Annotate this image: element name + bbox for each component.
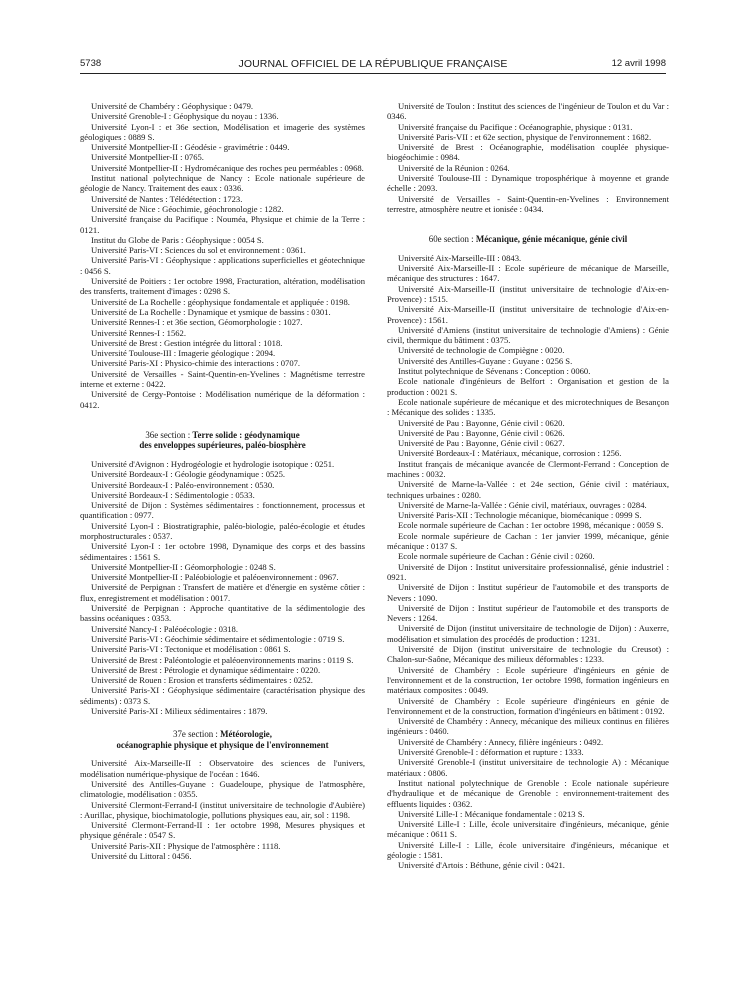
list-entry: Université Montpellier-II : Hydromécanique des roches peu perméables : 0968.	[91, 162, 364, 173]
list-entry: Université de Pau : Bayonne, Génie civil : 0627.	[398, 438, 565, 449]
issue-date: 12 avril 1998	[611, 58, 666, 69]
list-entry: Université Toulouse-III : Dynamique troposphérique à moyenne et grande échelle : 2093.	[387, 173, 669, 194]
list-entry: Université Bordeaux-I : Paléo-environnement : 0530.	[91, 479, 275, 490]
list-entry: Université Clermont-Ferrand-II : 1er octobre 1998, Mesures physiques et physique générale : 0547 S.	[80, 820, 365, 841]
list-entry: Université de Perpignan : Approche quantitative de la sédimentologie des bassins océaniques : 0353.	[80, 603, 365, 624]
section-title: Terre solide : géodynamique	[192, 429, 300, 440]
list-entry: Ecole normale supérieure de Cachan : 1er janvier 1999, mécanique, génie mécanique : 0137 S.	[387, 530, 669, 552]
section-title: Mécanique, génie mécanique, génie civil	[475, 234, 628, 245]
section-heading-60	[387, 234, 669, 245]
list-entry: Université française du Pacifique : Océanographie, physique : 0131.	[398, 121, 633, 132]
list-entry: Université Paris-VI : Sciences du sol et environnement : 0361.	[91, 245, 306, 256]
list-entry: Université d'Amiens (institut universitaire de technologie d'Amiens) : Génie civil, thermique du bâtiment : 0375.	[387, 324, 669, 346]
entry-group	[80, 459, 365, 716]
list-entry: Institut polytechnique de Sévenans : Conception : 0060.	[398, 366, 591, 377]
list-entry: Université de Perpignan : Transfert de matière et d'énergie en système côtier : flux, enregistrement et modélisation : 0017.	[80, 582, 365, 603]
list-entry: Université Lyon-I : et 36e section, Modélisation et imagerie des systèmes géologiques : 0889 S.	[80, 121, 365, 142]
list-entry: Université d'Artois : Béthune, génie civil : 0421.	[398, 860, 565, 871]
list-entry: Université de Dijon : Institut supérieur de l'automobile et des transports de Nevers : 1264.	[387, 602, 669, 624]
list-entry: Université de Pau : Bayonne, Génie civil : 0626.	[398, 427, 565, 438]
list-entry: Université Grenoble-I : déformation et rupture : 1333.	[398, 747, 584, 758]
entry-group	[387, 101, 669, 214]
list-entry: Université des Antilles-Guyane : Guadeloupe, physique de l'atmosphère, climatologie, modélisation : 0355.	[80, 778, 365, 800]
list-entry: Université de Poitiers : 1er octobre 1998, Fracturation, altération, modélisation des transferts, traitement d'images : 0298 S.	[80, 276, 365, 297]
list-entry: Université Lille-I : Lille, école universitaire d'ingénieurs, mécanique, génie mécanique : 0611 S.	[387, 819, 669, 840]
list-entry: Université de Brest : Gestion intégrée du littoral : 1018.	[91, 337, 283, 348]
list-entry: Université Paris-XI : Physico-chimie des interactions : 0707.	[91, 358, 301, 369]
list-entry: Université Bordeaux-I : Géologie géodynamique : 0525.	[91, 469, 286, 480]
list-entry: Université Aix-Marseille-II : Ecole supérieure de mécanique de Marseille, mécanique des structures : 1647.	[387, 263, 669, 284]
list-entry: Université de Chambéry : Ecole supérieure d'ingénieurs en génie de l'environnement et de la construction, formation d'ingénieurs en bâtiment : 0192.	[387, 695, 669, 716]
list-entry: Université Bordeaux-I : Sédimentologie : 0533.	[91, 489, 255, 500]
list-entry: Université de Dijon : Institut universitaire professionnalisé, génie industriel : 0921.	[387, 561, 669, 582]
list-entry: Institut français de mécanique avancée de Clermont-Ferrand : Conception de machines : 0032.	[387, 458, 669, 479]
list-entry: Université de Brest : Pétrologie et dynamique sédimentaire : 0220.	[91, 664, 321, 675]
list-entry: Université Bordeaux-I : Matériaux, mécanique, corrosion : 1256.	[398, 448, 622, 459]
list-entry: Université de Brest : Paléontologie et paléoenvironnements marins : 0119 S.	[91, 654, 354, 665]
list-entry: Université Paris-XII : Physique de l'atmosphère : 1118.	[91, 840, 281, 851]
entry-group	[80, 101, 365, 410]
journal-title: JOURNAL OFFICIEL DE LA RÉPUBLIQUE FRANÇAISE	[238, 58, 508, 70]
list-entry: Université Paris-VI : Géophysique : applications superficielles et géotechnique : 0456 S.	[80, 255, 365, 276]
list-entry: Université Paris-XII : Technologie mécanique, biomécanique : 0999 S.	[398, 510, 642, 521]
list-entry: Université de Versailles - Saint-Quentin-en-Yvelines : Magnétisme terrestre interne et externe : 0422.	[80, 368, 365, 390]
list-entry: Université Paris-XI : Milieux sédimentaires : 1879.	[91, 706, 268, 717]
section-title: Météorologie,	[220, 729, 272, 740]
list-entry: Université de Dijon (institut universitaire de technologie du Creusot) : Chalon-sur-Saône, Mécanique des milieux déformables : 1233.	[387, 644, 669, 665]
left-column	[80, 101, 365, 861]
list-entry: Université Clermont-Ferrand-I (institut universitaire de technologie d'Aubière) : Aurillac, physique, biochimatologie, pollutions physiques eau, air, sol : 1198.	[80, 799, 365, 820]
list-entry: Université de Toulon : Institut des sciences de l'ingénieur de Toulon et du Var : 0346.	[387, 101, 669, 122]
list-entry: Université Paris-XI : Géophysique sédimentaire (caractérisation physique des sédiments) : 0373 S.	[80, 685, 365, 706]
list-entry: Université des Antilles-Guyane : Guyane : 0256 S.	[398, 355, 573, 366]
list-entry: Université Montpellier-II : Paléobiologie et paléoenvironnement : 0967.	[91, 572, 339, 583]
list-entry: Université Rennes-I : et 36e section, Géomorphologie : 1027.	[91, 317, 303, 328]
list-entry: Université de Nice : Géochimie, géochronologie : 1282.	[91, 203, 284, 214]
list-entry: Institut national polytechnique de Grenoble : Ecole nationale supérieure d'hydraulique et de mécanique de Grenoble : environnement-traitement des effluents liquides : 0362.	[387, 777, 669, 809]
right-column	[387, 101, 669, 871]
list-entry: Université Montpellier-II : 0765.	[91, 152, 204, 163]
list-entry: Université française du Pacifique : Nouméa, Physique et chimie de la Terre : 0121.	[80, 214, 365, 235]
list-entry: Université du Littoral : 0456.	[91, 851, 192, 861]
list-entry: Université Paris-VI : Géochimie sédimentaire et sédimentologie : 0719 S.	[91, 633, 345, 644]
list-entry: Université de Pau : Bayonne, Génie civil : 0620.	[398, 417, 565, 428]
list-entry: Université Aix-Marseille-III : 0843.	[398, 252, 522, 263]
list-entry: Ecole nationale supérieure de mécanique et des microtechniques de Besançon : Mécanique des solides : 1335.	[387, 396, 669, 418]
list-entry: Université Paris-VII : et 62e section, physique de l'environnement : 1682.	[398, 131, 652, 142]
list-entry: Université de Dijon : Systèmes sédimentaires : fonctionnement, processus et quantification : 0977.	[80, 500, 365, 521]
entry-group	[387, 253, 669, 871]
list-entry: Université de La Rochelle : géophysique fondamentale et appliquée : 0198.	[91, 296, 350, 307]
list-entry: Université de Dijon : Institut supérieur de l'automobile et des transports de Nevers : 1090.	[387, 582, 669, 603]
list-entry: Institut du Globe de Paris : Géophysique : 0054 S.	[91, 234, 264, 245]
list-entry: Université Montpellier-II : Géomorphologie : 0248 S.	[91, 561, 276, 572]
list-entry: Université Nancy-I : Paléoécologie : 0318.	[91, 623, 239, 634]
list-entry: Université de Marne-la-Vallée : et 24e section, Génie civil : matériaux, techniques urbaines : 0280.	[387, 479, 669, 500]
list-entry: Université de Nantes : Télédétection : 1723.	[91, 193, 243, 204]
list-entry: Université Grenoble-I (institut universitaire de technologie A) : Mécanique matériaux : 0806.	[387, 757, 669, 778]
list-entry: Université Aix-Marseille-II (institut universitaire de technologie d'Aix-en-Provence) : 1515.	[387, 283, 669, 304]
list-entry: Université de Versailles - Saint-Quentin-en-Yvelines : Environnement terrestre, atmosphère neutre et ionisée : 0434.	[387, 193, 669, 214]
list-entry: Université Lyon-I : Biostratigraphie, paléo-biologie, paléo-écologie et études morphostructurales : 0537.	[80, 520, 365, 541]
header-rule	[80, 73, 666, 74]
list-entry: Université de Cergy-Pontoise : Modélisation numérique de la déformation : 0412.	[80, 389, 365, 410]
section-prefix: 37e section :	[173, 729, 221, 740]
list-entry: Université de Chambéry : Géophysique : 0479.	[91, 101, 254, 111]
list-entry: Université de Marne-la-Vallée : Génie civil, matériaux, ouvrages : 0284.	[398, 499, 647, 510]
list-entry: Université de Rouen : Erosion et transferts sédimentaires : 0252.	[91, 675, 313, 686]
list-entry: Université de Brest : Océanographie, modélisation couplée physique-biogéochimie : 0984.	[387, 142, 669, 163]
page-number: 5738	[80, 58, 102, 69]
entry-group	[80, 758, 365, 861]
list-entry: Université d'Avignon : Hydrogéologie et hydrologie isotopique : 0251.	[91, 458, 335, 469]
section-prefix: 36e section :	[145, 429, 193, 440]
list-entry: Université Lille-I : Mécanique fondamentale : 0213 S.	[398, 808, 585, 819]
list-entry: Université Grenoble-I : Géophysique du noyau : 1336.	[91, 111, 279, 122]
list-entry: Institut national polytechnique de Nancy : Ecole nationale supérieure de géologie de Nancy. Traitement des eaux : 0336.	[80, 173, 365, 194]
page-header	[80, 58, 666, 72]
list-entry: Université de la Réunion : 0264.	[398, 162, 510, 173]
section-heading-37	[80, 729, 365, 750]
list-entry: Université de Chambéry : Annecy, mécanique des milieux continus en filières ingénieurs : 0460.	[387, 716, 669, 737]
list-entry: Université Lille-I : Lille, école universitaire d'ingénieurs, mécanique et géologie : 1581.	[387, 839, 669, 860]
list-entry: Ecole normale supérieure de Cachan : 1er octobre 1998, mécanique : 0059 S.	[398, 520, 664, 531]
list-entry: Université Toulouse-III : Imagerie géologique : 2094.	[91, 348, 276, 359]
list-entry: Ecole nationale d'ingénieurs de Belfort : Organisation et gestion de la production : 0021 S.	[387, 376, 669, 397]
list-entry: Université Aix-Marseille-II : Observatoire des sciences de l'univers, modélisation numérique-physique de l'océan : 1646.	[80, 758, 365, 779]
section-heading-36	[80, 430, 365, 451]
list-entry: Université de Chambéry : Ecole supérieure d'ingénieurs en génie de l'environnement et de la construction, 1er octobre 1998, formation ingénieurs en matériaux composites : 0049.	[387, 664, 669, 696]
list-entry: Université Rennes-I : 1562.	[91, 327, 186, 338]
list-entry: Université Paris-VI : Tectonique et modélisation : 0861 S.	[91, 644, 291, 655]
list-entry: Université de La Rochelle : Dynamique et ysmique de bassins : 0301.	[91, 306, 331, 317]
list-entry: Université de Dijon (institut universitaire de technologie de Dijon) : Auxerre, modélisation et simulation des procédés de production : 1231.	[387, 623, 669, 644]
list-entry: Université de Chambéry : Annecy, filière ingénieurs : 0492.	[398, 736, 604, 747]
list-entry: Ecole normale supérieure de Cachan : Génie civil : 0260.	[398, 551, 595, 562]
list-entry: Université Lyon-I : 1er octobre 1998, Dynamique des corps et des bassins sédimentaires : 1561 S.	[80, 541, 365, 562]
list-entry: Université de technologie de Compiègne : 0020.	[398, 345, 565, 356]
list-entry: Université Montpellier-II : Géodésie - gravimétrie : 0449.	[91, 142, 290, 153]
list-entry: Université Aix-Marseille-II (institut universitaire de technologie d'Aix-en-Provence) : 1561.	[387, 304, 669, 325]
section-title-continued: océanographie physique et physique de l'environnement	[116, 739, 329, 750]
section-title-continued: des enveloppes supérieures, paléo-biosphère	[139, 440, 306, 451]
section-prefix: 60e section :	[428, 234, 476, 245]
